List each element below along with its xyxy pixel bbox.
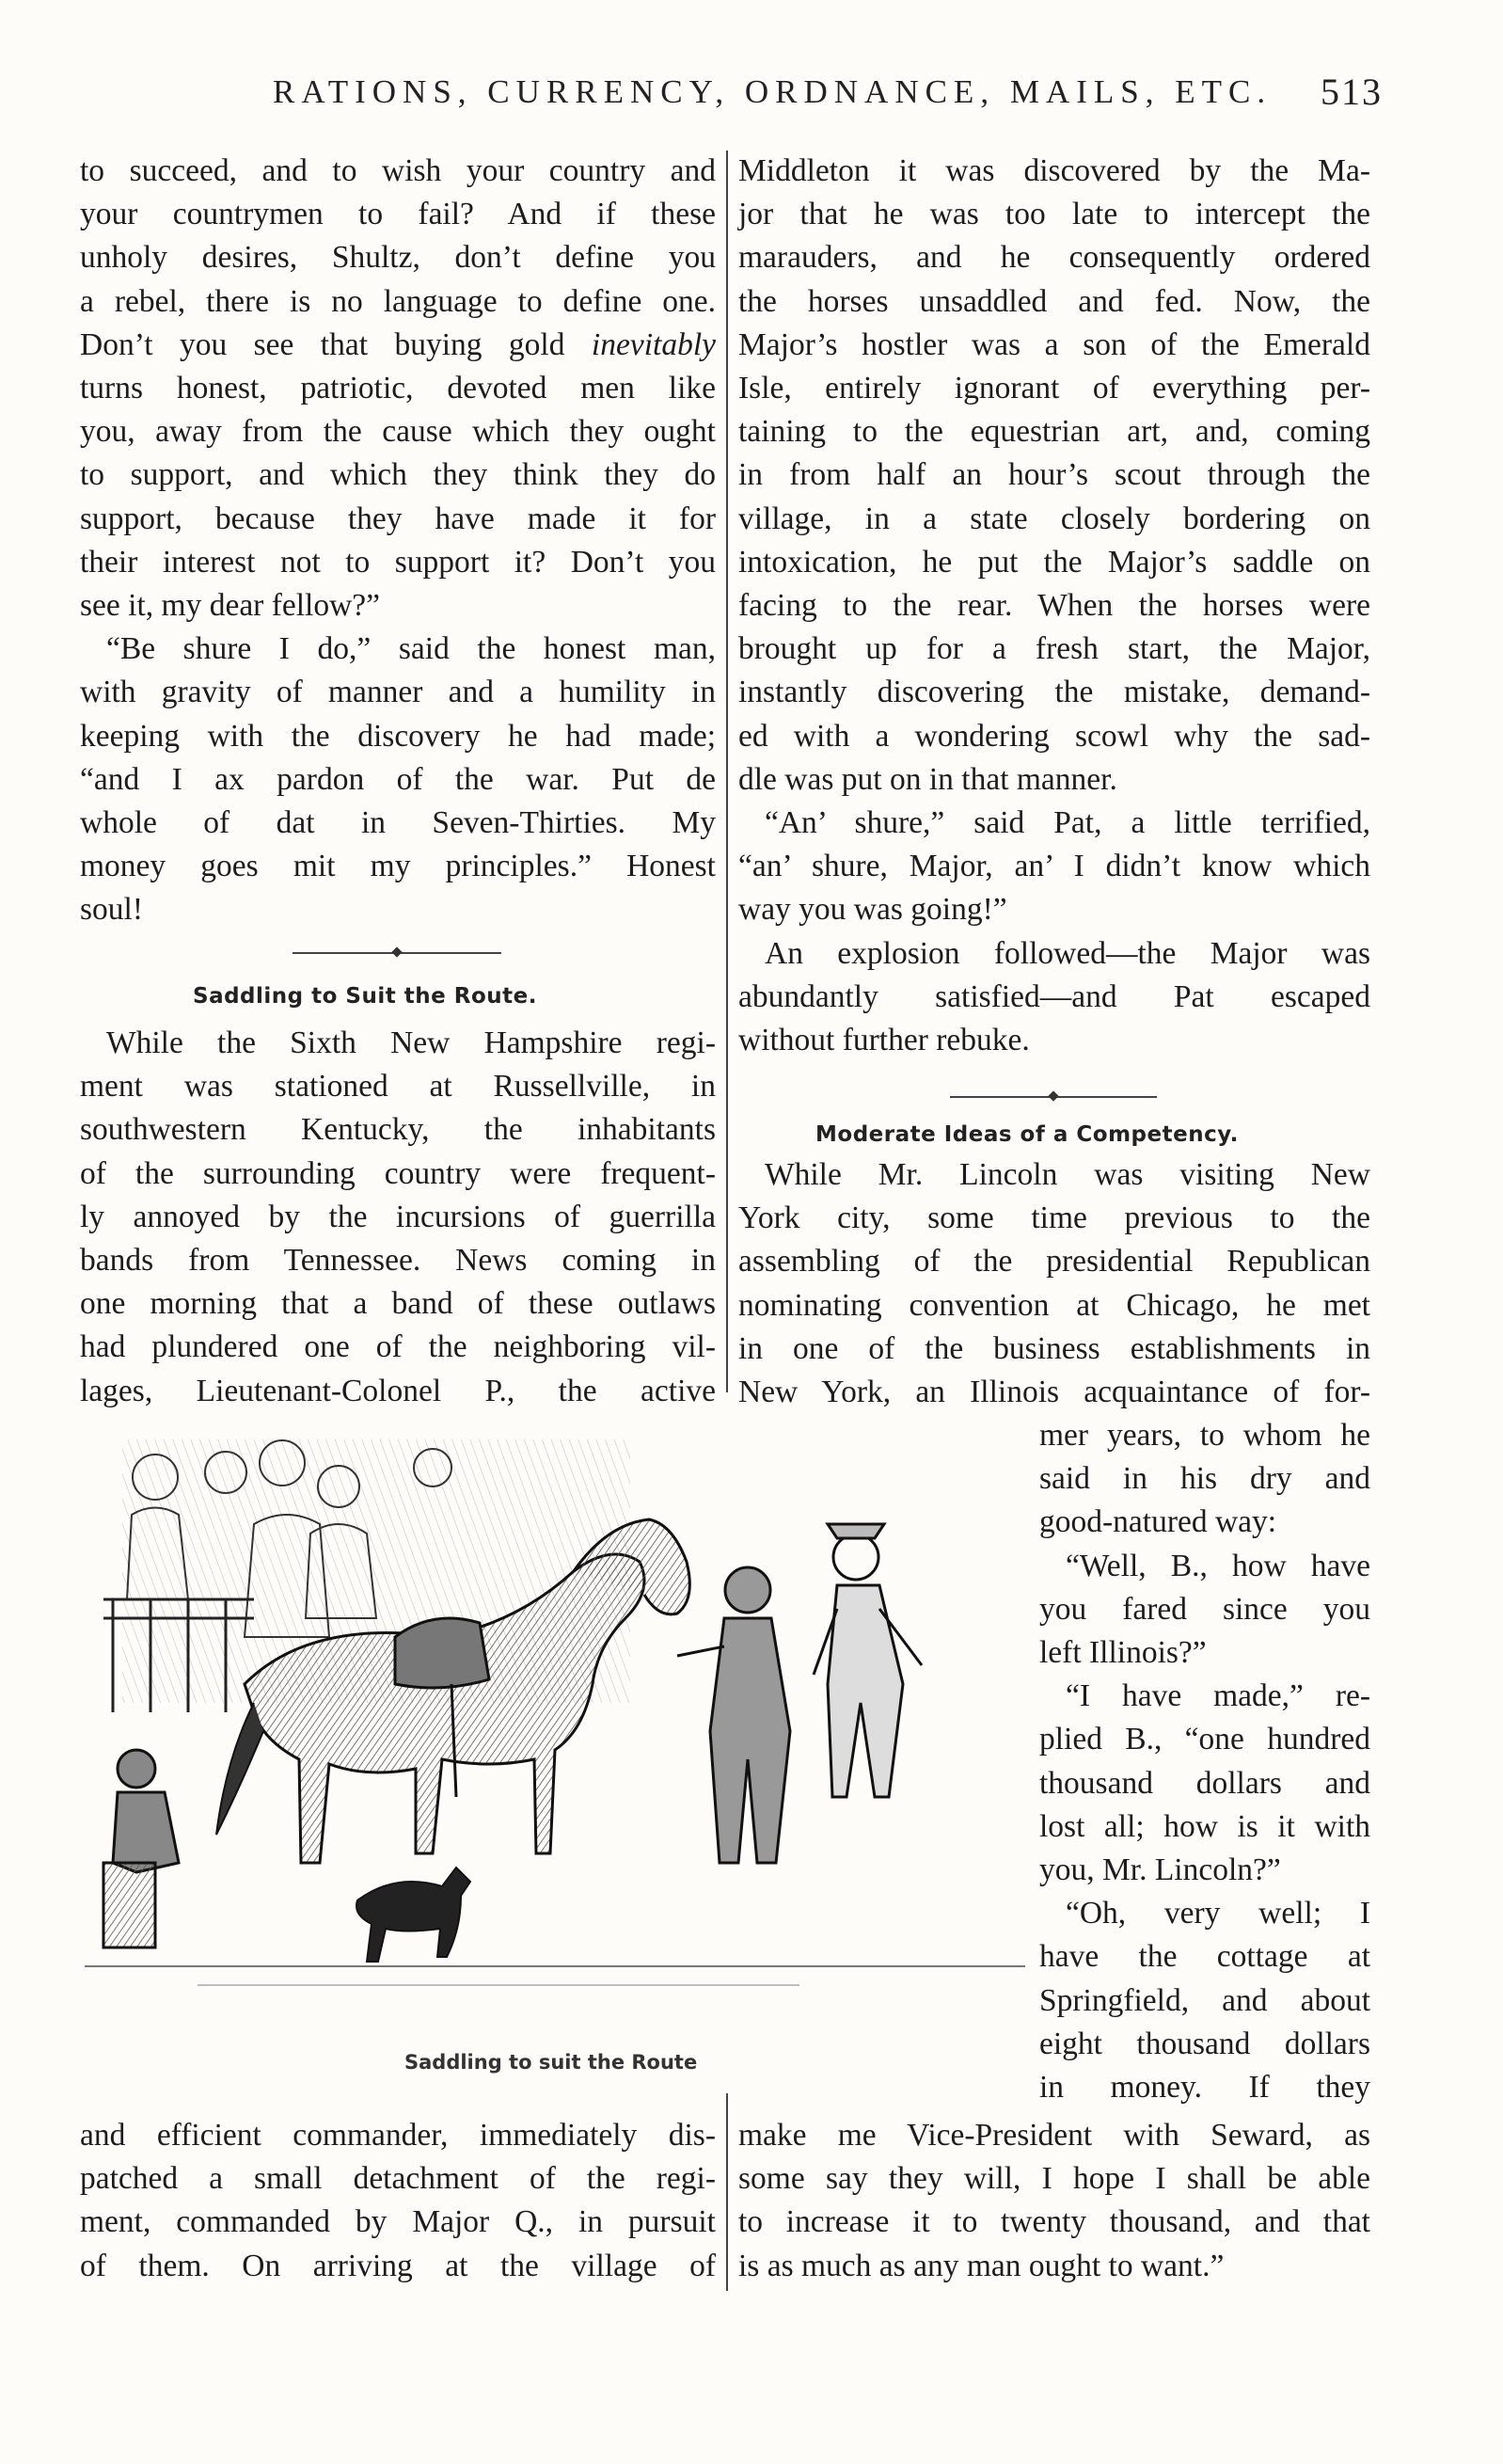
- text-line: have the cottage at: [1039, 1939, 1370, 1975]
- section-divider: [950, 1096, 1157, 1098]
- text-line: and efficient commander, immediately dis-: [80, 2118, 716, 2153]
- text-line: to succeed, and to wish your country and: [80, 153, 716, 188]
- text-line: way you was going!”: [738, 892, 1007, 928]
- text-line: “Be shure I do,” said the honest man,: [106, 631, 716, 667]
- text-line: a rebel, there is no language to define one.: [80, 283, 716, 319]
- text-line: “An’ shure,” said Pat, a little terrified,: [765, 805, 1370, 840]
- text-line: York city, some time previous to the: [738, 1200, 1370, 1236]
- text-line: dle was put on in that manner.: [738, 761, 1117, 797]
- text-line: some say they will, I hope I shall be able: [738, 2161, 1370, 2197]
- text-line: Major’s hostler was a son of the Emerald: [738, 326, 1370, 362]
- text-line: without further rebuke.: [738, 1023, 1030, 1057]
- text-line: with gravity of manner and a humility in: [80, 675, 716, 710]
- section-heading-competency: Moderate Ideas of a Competency.: [815, 1122, 1239, 1147]
- text-line: mer years, to whom he: [1039, 1418, 1370, 1453]
- text-line: instantly discovering the mistake, demand-: [738, 675, 1370, 710]
- text-line: your countrymen to fail? And if these: [80, 197, 716, 232]
- text-line: to increase it to twenty thousand, and that: [738, 2204, 1370, 2240]
- text-line: ed with a wondering scowl why the sad-: [738, 718, 1370, 754]
- text-line: “Well, B., how have: [1066, 1548, 1370, 1583]
- text-line: While Mr. Lincoln was visiting New: [765, 1157, 1370, 1192]
- text-line: one morning that a band of these outlaws: [80, 1286, 716, 1322]
- text-line: southwestern Kentucky, the inhabitants: [80, 1112, 716, 1148]
- text-line: in one of the business establishments in: [738, 1330, 1370, 1366]
- text-line: you fared since you: [1039, 1591, 1370, 1627]
- text-line: plied B., “one hundred: [1039, 1722, 1370, 1757]
- text-line: lages, Lieutenant-Colonel P., the active: [80, 1373, 716, 1408]
- text-line: had plundered one of the neighboring vil-: [80, 1329, 716, 1365]
- column-rule-top: [726, 151, 728, 1392]
- text-line: make me Vice-President with Seward, as: [738, 2118, 1370, 2153]
- text-line: While the Sixth New Hampshire regi-: [106, 1025, 716, 1060]
- text-line: in from half an hour’s scout through the: [738, 457, 1370, 493]
- text-line: intoxication, he put the Major’s saddle on: [738, 544, 1370, 580]
- text-line: money goes mit my principles.” Honest: [80, 849, 716, 884]
- text-line: good-natured way:: [1039, 1504, 1277, 1540]
- text-line: An explosion followed—the Major was: [765, 935, 1370, 971]
- running-head: RATIONS, CURRENCY, ORDNANCE, MAILS, ETC.: [273, 73, 1273, 110]
- left-column: [80, 0, 716, 2464]
- text-line: ly annoyed by the incursions of guerrilla: [80, 1199, 716, 1234]
- text-line: in money. If they: [1039, 2070, 1370, 2105]
- text-line: bands from Tennessee. News coming in: [80, 1243, 716, 1278]
- text-line: unholy desires, Shultz, don’t define you: [80, 240, 716, 276]
- text-line: abundantly satisfied—and Pat escaped: [738, 978, 1370, 1014]
- text-line: assembling of the presidential Republican: [738, 1244, 1370, 1280]
- text-line: to support, and which they think they do: [80, 457, 716, 493]
- saddling-illustration: [85, 1421, 1025, 2032]
- text-line: jor that he was too late to intercept the: [738, 197, 1370, 232]
- text-line: their interest not to support it? Don’t you: [80, 544, 716, 580]
- text-line: support, because they have made it for: [80, 501, 716, 536]
- text-line: “an’ shure, Major, an’ I didn’t know which: [738, 849, 1370, 884]
- text-line: ment, commanded by Major Q., in pursuit: [80, 2204, 716, 2240]
- section-heading-saddling: Saddling to Suit the Route.: [193, 984, 537, 1009]
- text-line: lost all; how is it with: [1039, 1808, 1370, 1844]
- text-line: ment was stationed at Russellville, in: [80, 1069, 716, 1105]
- section-divider: [293, 952, 501, 954]
- text-line: whole of dat in Seven-Thirties. My: [80, 805, 716, 840]
- text-line: “and I ax pardon of the war. Put de: [80, 761, 716, 797]
- text-line: of the surrounding country were frequent-: [80, 1155, 716, 1191]
- column-rule-bottom: [726, 2093, 728, 2291]
- text-line: see it, my dear fellow?”: [80, 588, 381, 623]
- text-line: Isle, entirely ignorant of everything per-: [738, 371, 1370, 405]
- right-column: [738, 0, 1370, 2464]
- text-line: taining to the equestrian art, and, coming: [738, 414, 1370, 450]
- text-line: keeping with the discovery he had made;: [80, 718, 716, 754]
- page-number: 513: [1321, 71, 1383, 113]
- text-line: Don’t you see that buying gold inevitably: [80, 326, 716, 362]
- text-line: New York, an Illinois acquaintance of for-: [738, 1375, 1370, 1409]
- text-line: Springfield, and about: [1039, 1982, 1370, 2018]
- text-line: nominating convention at Chicago, he met: [738, 1287, 1370, 1323]
- text-line: marauders, and he consequently ordered: [738, 240, 1370, 276]
- text-line: “Oh, very well; I: [1066, 1896, 1370, 1931]
- text-line: eight thousand dollars: [1039, 2026, 1370, 2061]
- text-line: patched a small detachment of the regi-: [80, 2161, 716, 2197]
- text-line: is as much as any man ought to want.”: [738, 2248, 1225, 2283]
- text-line: of them. On arriving at the village of: [80, 2248, 716, 2283]
- text-line: Middleton it was discovered by the Ma-: [738, 153, 1370, 188]
- text-line: “I have made,” re-: [1066, 1678, 1370, 1714]
- text-line: you, away from the cause which they ought: [80, 414, 716, 450]
- illustration-caption: Saddling to suit the Route: [404, 2051, 698, 2074]
- text-line: village, in a state closely bordering on: [738, 501, 1370, 536]
- text-line: facing to the rear. When the horses were: [738, 588, 1370, 623]
- text-line: brought up for a fresh start, the Major,: [738, 631, 1370, 667]
- text-line: said in his dry and: [1039, 1461, 1370, 1497]
- text-line: you, Mr. Lincoln?”: [1039, 1852, 1281, 1887]
- text-line: the horses unsaddled and fed. Now, the: [738, 283, 1370, 319]
- text-line: soul!: [80, 892, 143, 928]
- text-line: turns honest, patriotic, devoted men like: [80, 371, 716, 405]
- text-line: left Illinois?”: [1039, 1635, 1207, 1670]
- text-line: thousand dollars and: [1039, 1765, 1370, 1801]
